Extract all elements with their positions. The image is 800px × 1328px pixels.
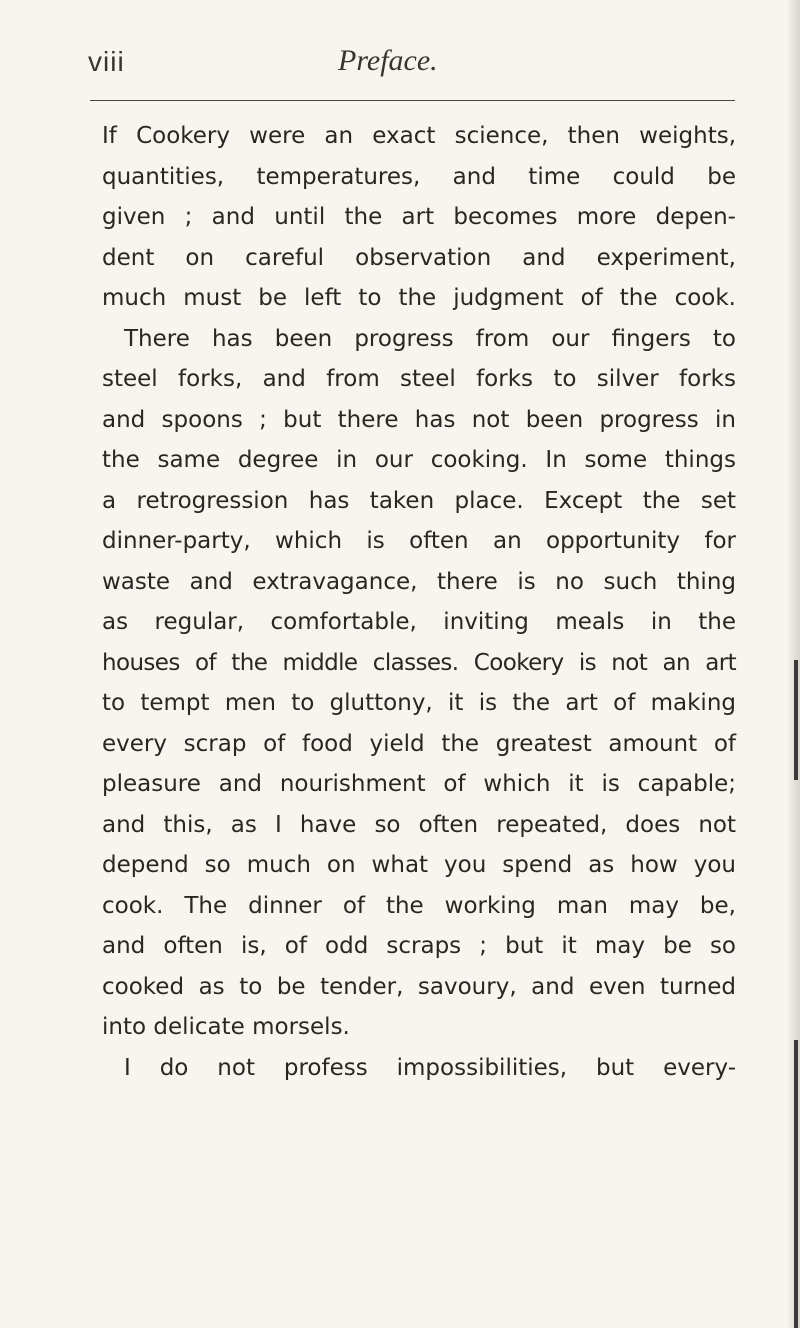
text-line: dent on careful observation and experiment, [102, 244, 736, 271]
text-line: depend so much on what you spend as how you [102, 852, 736, 878]
text-line: If Cookery were an exact science, then weights, [102, 123, 736, 149]
text-line: steel forks, and from steel forks to silver forks [102, 366, 736, 392]
text-line: into delicate morsels. [102, 1014, 350, 1040]
text-line: much must be left to the judgment of the cook. [102, 285, 736, 311]
page-edge-mark [794, 1040, 798, 1328]
text-line: as regular, comfortable, inviting meals in the [102, 609, 736, 635]
text-line: a retrogression has taken place. Except the set [102, 487, 736, 514]
text-line: to tempt men to gluttony, it is the art of making [102, 690, 736, 716]
text-line: and this, as I have so often repeated, does not [102, 811, 736, 838]
text-line: cook. The dinner of the working man may be, [102, 892, 736, 919]
text-line: There has been progress from our fingers to [124, 325, 736, 352]
text-line: pleasure and nourishment of which it is capable; [102, 771, 736, 797]
running-title: Preface. [338, 44, 438, 77]
text-line: the same degree in our cooking. In some things [102, 447, 736, 473]
text-line: dinner-party, which is often an opportunity for [102, 528, 736, 554]
page-number: viii [88, 46, 125, 77]
text-line: and spoons ; but there has not been progress in [102, 406, 736, 433]
text-line: I do not profess impossibilities, but every- [124, 1054, 736, 1081]
text-line: every scrap of food yield the greatest amount of [102, 730, 736, 757]
header-rule [90, 100, 735, 101]
text-line: waste and extravagance, there is no such thing [102, 568, 736, 595]
page-edge-mark [794, 660, 798, 780]
text-line: and often is, of odd scraps ; but it may be so [102, 933, 736, 959]
text-line: given ; and until the art becomes more depen- [102, 204, 736, 230]
text-line: houses of the middle classes. Cookery is not an art [102, 649, 736, 676]
text-line: quantities, temperatures, and time could be [102, 163, 736, 190]
text-line: cooked as to be tender, savoury, and even turned [102, 973, 736, 1000]
preface-body-text [102, 116, 736, 1088]
running-head [88, 46, 733, 86]
